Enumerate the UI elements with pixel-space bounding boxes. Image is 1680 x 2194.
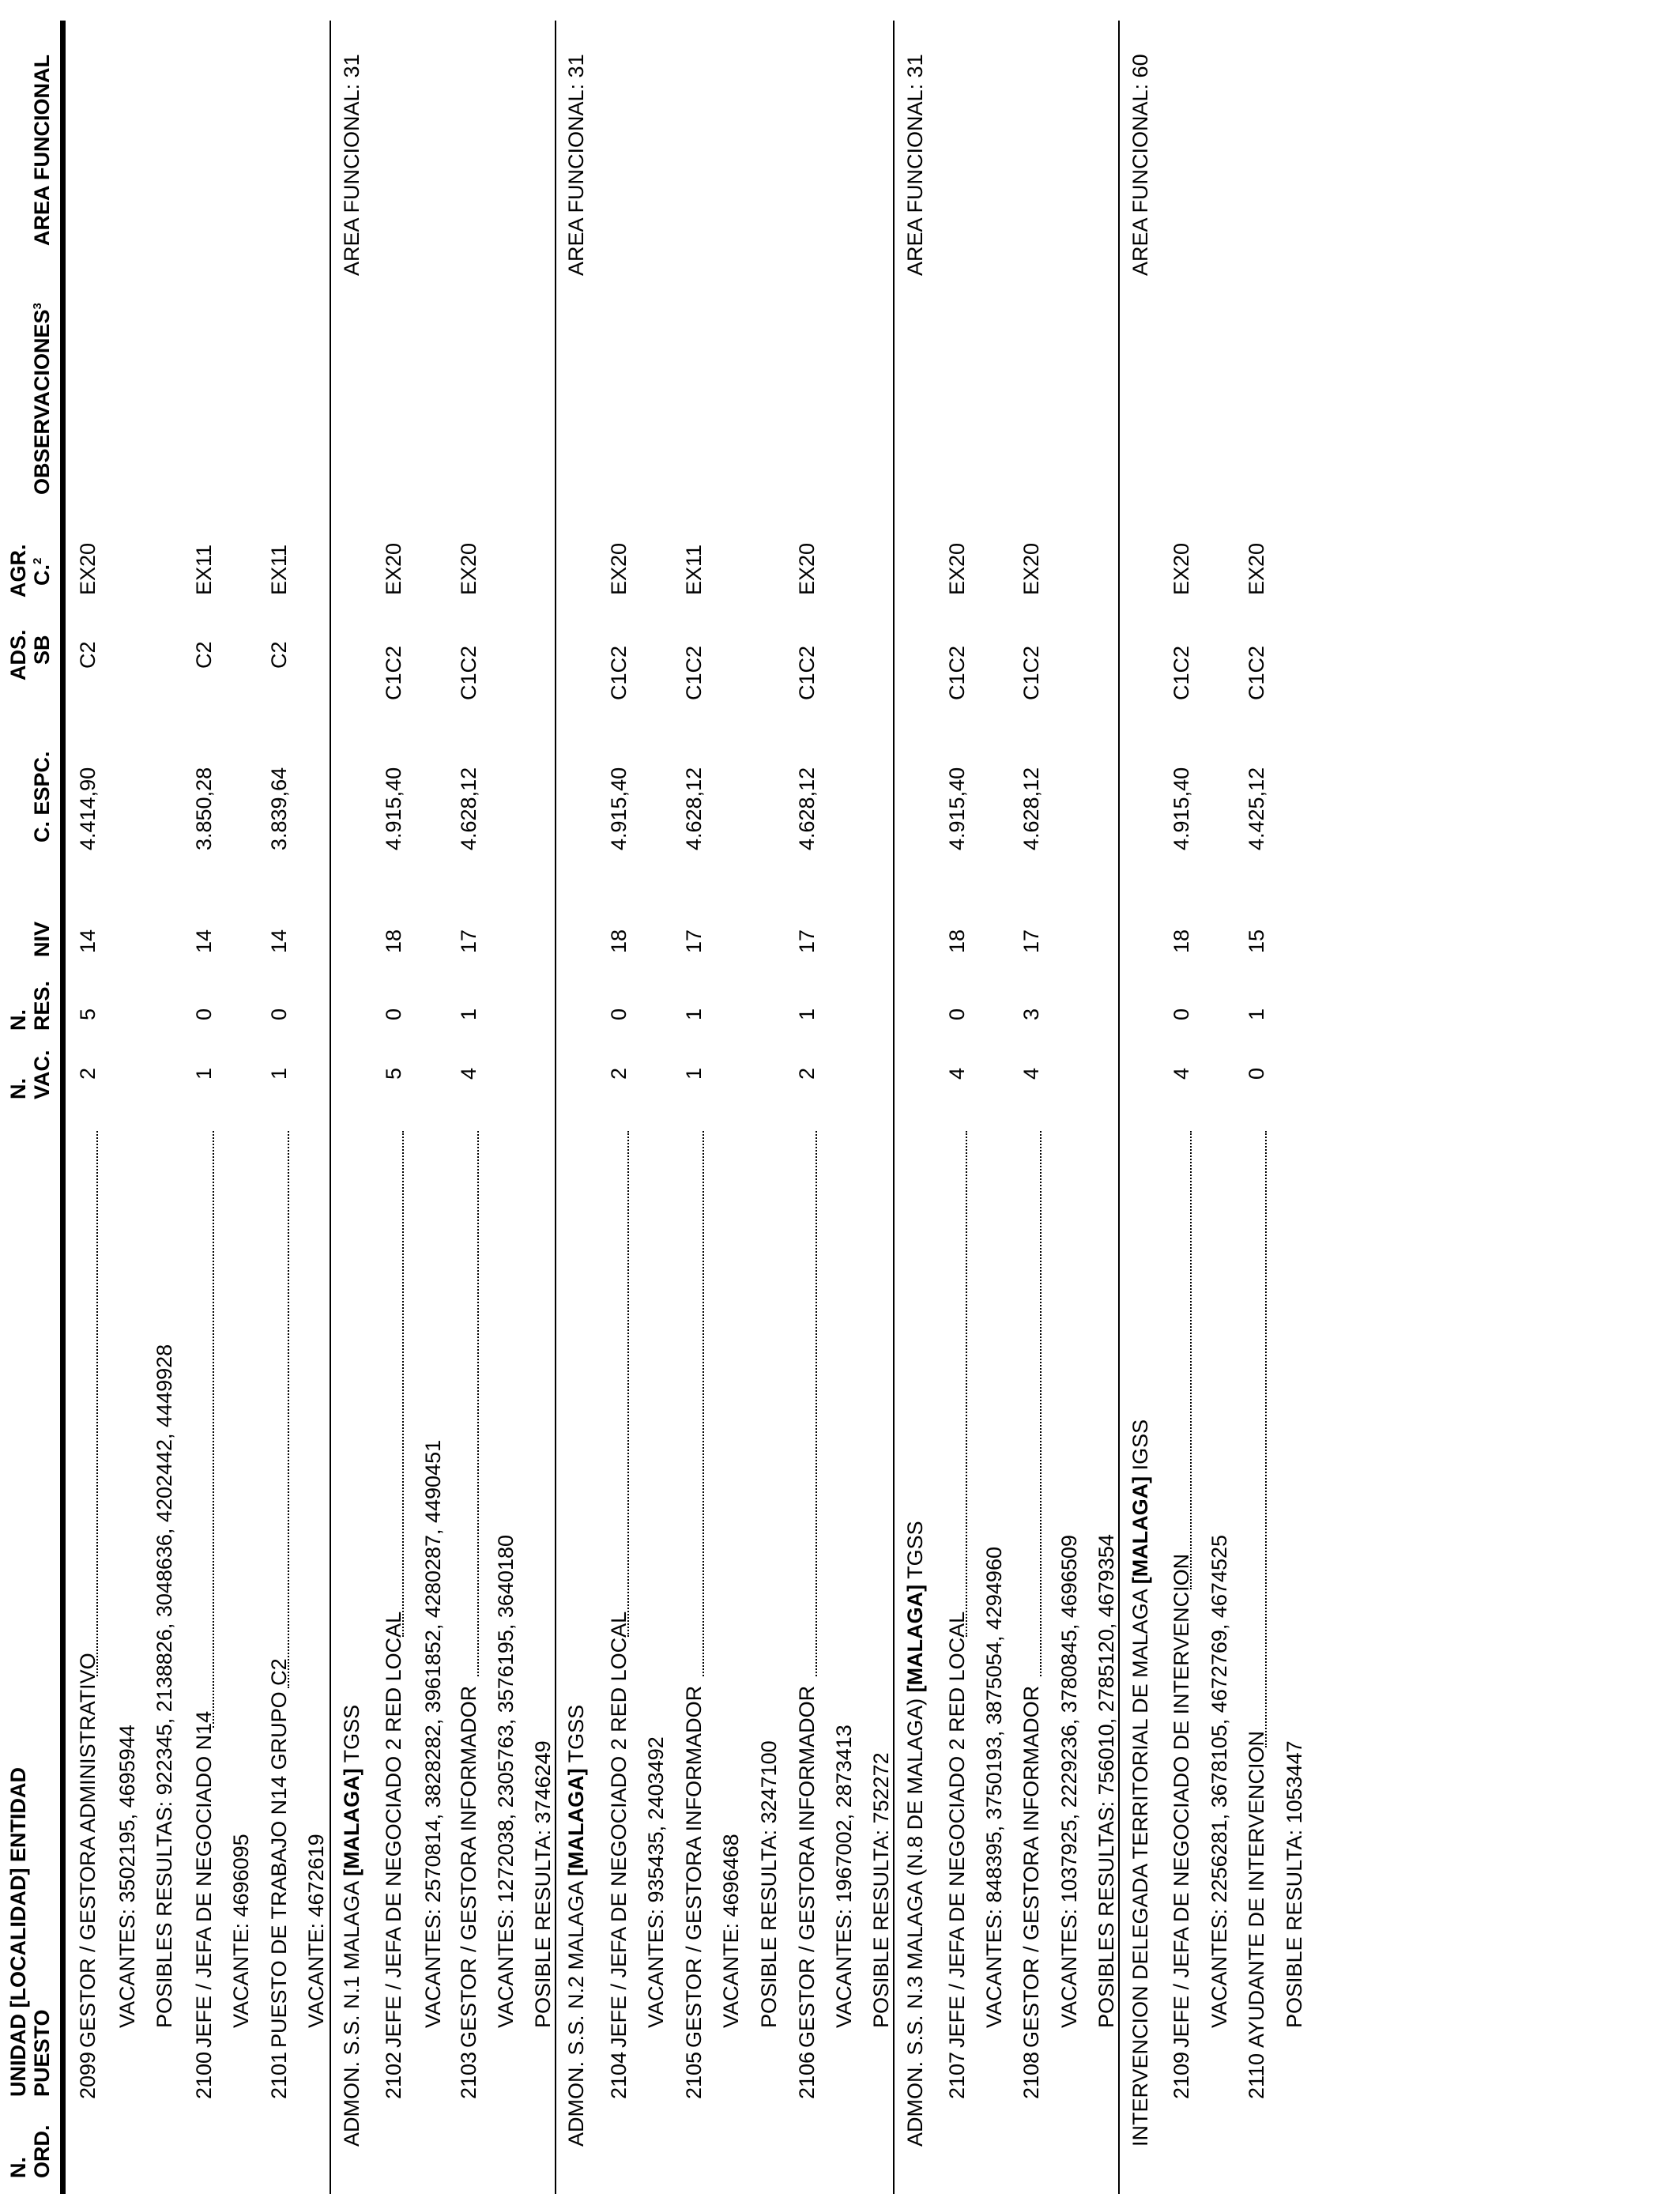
row-2107-res: 0 [945, 1008, 969, 1020]
header-agr-2-text: C. [30, 564, 54, 586]
row-2110-ads: C1C2 [1245, 645, 1268, 700]
row-2106-ads: C1C2 [795, 645, 819, 700]
row-2105-ads: C1C2 [682, 645, 706, 700]
row-2104-res: 0 [607, 1008, 631, 1020]
area-funcional: AREA FUNCIONAL: 60 [1128, 54, 1152, 276]
header-n-ord-line2: ORD. [30, 2124, 54, 2178]
row-2110-vac: 0 [1245, 1067, 1268, 1080]
row-2107-cespc: 4.915,40 [945, 767, 969, 850]
row-2101-niv: 14 [267, 929, 291, 953]
row-2107-puesto: JEFE / JEFA DE NEGOCIADO 2 RED LOCAL [945, 1611, 969, 2048]
row-2109-ord: 2109 [1170, 2051, 1193, 2099]
header-agr-2 [32, 558, 53, 586]
header-ads-2: SB [30, 635, 54, 665]
row-2104-ord: 2104 [607, 2051, 631, 2099]
row-2100-vac: 1 [192, 1067, 216, 1080]
row-2103-cespc: 4.628,12 [457, 767, 480, 850]
row-2102-agr: EX20 [382, 542, 405, 595]
row-2104-leader [627, 1131, 629, 1637]
header-observaciones-text: OBSERVACIONES [30, 309, 54, 495]
row-2103-res: 1 [457, 1008, 480, 1020]
row-2100-leader [213, 1131, 214, 1728]
header-nres-2: RES. [30, 980, 54, 1031]
header-nvac-1: N. [6, 1078, 30, 1099]
row-2110-agr: EX20 [1245, 542, 1268, 595]
unit-entity: TGSS [340, 1704, 363, 1769]
row-2109-ads: C1C2 [1170, 645, 1193, 700]
row-2108-leader [1040, 1131, 1042, 1676]
row-2104-ads: C1C2 [607, 645, 631, 700]
row-2107-ads: C1C2 [945, 645, 969, 700]
row-2108-detail-vacantes: VACANTES: 1037925, 2229236, 3780845, 4696509 [1057, 1535, 1081, 2028]
row-2106-agr: EX20 [795, 542, 819, 595]
row-2100-ads: C2 [192, 641, 216, 669]
unit-name: INTERVENCION DELEGADA TERRITORIAL DE MALAGA [1128, 1584, 1152, 2147]
header-puesto: PUESTO [30, 2009, 54, 2097]
section-divider [330, 21, 331, 2194]
row-2109-cespc: 4.915,40 [1170, 767, 1193, 850]
header-ads-1: ADS. [6, 629, 30, 680]
row-2106-leader [816, 1131, 817, 1676]
header-observaciones [32, 303, 53, 495]
row-2103-detail-resulta: POSIBLE RESULTA: 3746249 [531, 1740, 555, 2028]
row-2110-detail-resulta: POSIBLE RESULTA: 1053447 [1283, 1740, 1306, 2028]
row-2102-cespc: 4.915,40 [382, 767, 405, 850]
row-2102-ord: 2102 [382, 2051, 405, 2099]
row-2108-res: 3 [1019, 1008, 1043, 1020]
row-2106-puesto: GESTOR / GESTORA INFORMADOR [795, 1685, 819, 2048]
row-2106-cespc: 4.628,12 [795, 767, 819, 850]
unit-name: ADMON. S.S. N.1 MALAGA [340, 1875, 363, 2147]
unit-entity: IGSS [1128, 1419, 1152, 1476]
row-2105-ord: 2105 [682, 2051, 706, 2099]
row-2101-ads: C2 [267, 641, 291, 669]
row-2107-detail-vacantes: VACANTES: 848395, 3750193, 3875054, 4294960 [982, 1547, 1006, 2028]
row-2105-agr: EX11 [682, 544, 706, 595]
row-2108-vac: 4 [1019, 1067, 1043, 1080]
row-2099-niv: 14 [76, 929, 100, 953]
header-nvac-2: VAC. [30, 1050, 54, 1099]
row-2099-puesto: GESTOR / GESTORA ADMINISTRATIVO [76, 1653, 100, 2048]
row-2105-puesto: GESTOR / GESTORA INFORMADOR [682, 1685, 706, 2048]
header-cespc: C. ESPC. [30, 751, 54, 843]
area-funcional: AREA FUNCIONAL: 31 [903, 54, 927, 276]
row-2101-res: 0 [267, 1008, 291, 1020]
row-2105-cespc: 4.628,12 [682, 767, 706, 850]
row-2105-res: 1 [682, 1008, 706, 1020]
row-2102-res: 0 [382, 1008, 405, 1020]
row-2101-ord: 2101 [267, 2051, 291, 2099]
row-2099-leader [96, 1131, 98, 1676]
row-2110-cespc: 4.425,12 [1245, 767, 1268, 850]
unit-entity: TGSS [564, 1704, 588, 1769]
unit-locality: [MALAGA] [1128, 1476, 1152, 1585]
header-niv: NIV [30, 921, 54, 957]
row-2101-agr: EX11 [267, 544, 291, 595]
row-2104-niv: 18 [607, 929, 631, 953]
row-2099-detail-vacantes: VACANTES: 3502195, 4695944 [115, 1725, 139, 2028]
area-funcional: AREA FUNCIONAL: 31 [564, 54, 588, 276]
unit-title [341, 1705, 363, 2147]
row-2100-agr: EX11 [192, 544, 216, 595]
row-2102-vac: 5 [382, 1067, 405, 1080]
row-2106-detail-vacantes: VACANTES: 1967002, 2873413 [832, 1725, 856, 2028]
section-divider [893, 21, 895, 2194]
row-2106-ord: 2106 [795, 2051, 819, 2099]
header-agr-1: AGR. [6, 544, 30, 598]
row-2104-detail-vacantes: VACANTES: 935435, 2403492 [644, 1736, 668, 2028]
row-2106-vac: 2 [795, 1067, 819, 1080]
header-observaciones-footnote: 3 [31, 303, 44, 310]
unit-title [905, 1521, 926, 2147]
row-2099-agr: EX20 [76, 542, 100, 595]
row-2102-puesto: JEFE / JEFA DE NEGOCIADO 2 RED LOCAL [382, 1611, 405, 2048]
row-2101-vac: 1 [267, 1067, 291, 1080]
row-2110-puesto: AYUDANTE DE INTERVENCION [1245, 1730, 1268, 2048]
row-2101-leader [288, 1131, 289, 1688]
row-2099-res: 5 [76, 1008, 100, 1020]
unit-locality: [MALAGA] [564, 1768, 588, 1876]
row-2104-agr: EX20 [607, 542, 631, 595]
row-2107-vac: 4 [945, 1067, 969, 1080]
row-2101-detail-vacante: VACANTE: 4672619 [304, 1834, 328, 2028]
row-2102-niv: 18 [382, 929, 405, 953]
row-2103-niv: 17 [457, 929, 480, 953]
header-unidad: UNIDAD [LOCALIDAD] ENTIDAD [6, 1767, 30, 2097]
row-2110-leader [1265, 1131, 1267, 1747]
row-2108-agr: EX20 [1019, 542, 1043, 595]
row-2103-detail-vacantes: VACANTES: 1272038, 2305763, 3576195, 3640180 [494, 1535, 518, 2028]
row-2108-ord: 2108 [1019, 2051, 1043, 2099]
row-2107-ord: 2107 [945, 2051, 969, 2099]
row-2106-detail-resulta: POSIBLE RESULTA: 752272 [869, 1752, 893, 2028]
unit-name: ADMON. S.S. N.3 MALAGA (N.8 DE MALAGA) [903, 1692, 927, 2147]
unit-entity: TGSS [903, 1521, 927, 1585]
row-2103-leader [477, 1131, 479, 1676]
row-2100-detail-vacante: VACANTE: 4696095 [229, 1834, 253, 2028]
row-2103-ads: C1C2 [457, 645, 480, 700]
row-2104-puesto: JEFE / JEFA DE NEGOCIADO 2 RED LOCAL [607, 1611, 631, 2048]
row-2105-vac: 1 [682, 1067, 706, 1080]
row-2099-ads: C2 [76, 641, 100, 669]
row-2109-puesto: JEFE / JEFA DE NEGOCIADO DE INTERVENCION [1170, 1553, 1193, 2048]
row-2106-niv: 17 [795, 929, 819, 953]
row-2102-leader [402, 1131, 404, 1637]
header-n-ord-line1: N. [6, 2157, 30, 2178]
header-nres-1: N. [6, 1009, 30, 1031]
unit-title [566, 1705, 587, 2147]
unit-title [1130, 1419, 1151, 2147]
row-2110-ord: 2110 [1245, 2053, 1268, 2099]
row-2109-detail-vacantes: VACANTES: 2256281, 3678105, 4672769, 4674525 [1207, 1535, 1231, 2028]
header-rule [60, 21, 66, 2194]
row-2109-leader [1190, 1131, 1192, 1589]
row-2103-agr: EX20 [457, 542, 480, 595]
section-divider [1118, 21, 1120, 2194]
row-2105-leader [703, 1131, 704, 1676]
row-2103-ord: 2103 [457, 2051, 480, 2099]
row-2108-puesto: GESTOR / GESTORA INFORMADOR [1019, 1685, 1043, 2048]
header-area-funcional: AREA FUNCIONAL [30, 55, 54, 246]
row-2109-vac: 4 [1170, 1067, 1193, 1080]
section-divider [555, 21, 556, 2194]
row-2103-vac: 4 [457, 1067, 480, 1080]
unit-locality: [MALAGA] [903, 1584, 927, 1693]
row-2099-vac: 2 [76, 1067, 100, 1080]
header-agr-footnote: 2 [31, 557, 44, 564]
row-2102-ads: C1C2 [382, 645, 405, 700]
row-2100-cespc: 3.850,28 [192, 767, 216, 850]
row-2101-cespc: 3.839,64 [267, 767, 291, 850]
row-2101-puesto: PUESTO DE TRABAJO N14 GRUPO C2 [267, 1658, 291, 2048]
row-2104-cespc: 4.915,40 [607, 767, 631, 850]
row-2105-detail-vacante: VACANTE: 4696468 [719, 1834, 743, 2028]
row-2107-niv: 18 [945, 929, 969, 953]
row-2099-cespc: 4.414,90 [76, 767, 100, 850]
unit-name: ADMON. S.S. N.2 MALAGA [564, 1875, 588, 2147]
row-2100-ord: 2100 [192, 2051, 216, 2099]
row-2099-ord: 2099 [76, 2051, 100, 2099]
row-2108-niv: 17 [1019, 929, 1043, 953]
row-2108-cespc: 4.628,12 [1019, 767, 1043, 850]
row-2108-ads: C1C2 [1019, 645, 1043, 700]
row-2109-niv: 18 [1170, 929, 1193, 953]
row-2099-detail-resultas: POSIBLES RESULTAS: 922345, 2138826, 3048636, 4202442, 4449928 [153, 1344, 176, 2028]
unit-locality: [MALAGA] [340, 1768, 363, 1876]
row-2105-niv: 17 [682, 929, 706, 953]
row-2100-puesto: JEFE / JEFA DE NEGOCIADO N14 [192, 1710, 216, 2048]
row-2106-res: 1 [795, 1008, 819, 1020]
area-funcional: AREA FUNCIONAL: 31 [340, 54, 363, 276]
row-2103-puesto: GESTOR / GESTORA INFORMADOR [457, 1685, 480, 2048]
row-2108-detail-resultas: POSIBLES RESULTAS: 756010, 2785120, 4679354 [1094, 1534, 1118, 2028]
row-2105-detail-resulta: POSIBLE RESULTA: 3247100 [757, 1740, 781, 2028]
row-2109-res: 0 [1170, 1008, 1193, 1020]
row-2100-niv: 14 [192, 929, 216, 953]
row-2100-res: 0 [192, 1008, 216, 1020]
row-2110-res: 1 [1245, 1008, 1268, 1020]
row-2107-leader [966, 1131, 967, 1637]
row-2107-agr: EX20 [945, 542, 969, 595]
row-2110-niv: 15 [1245, 929, 1268, 953]
row-2102-detail-vacantes: VACANTES: 2570814, 3828282, 3961852, 4280287, 4490451 [421, 1439, 445, 2028]
row-2109-agr: EX20 [1170, 542, 1193, 595]
row-2104-vac: 2 [607, 1067, 631, 1080]
